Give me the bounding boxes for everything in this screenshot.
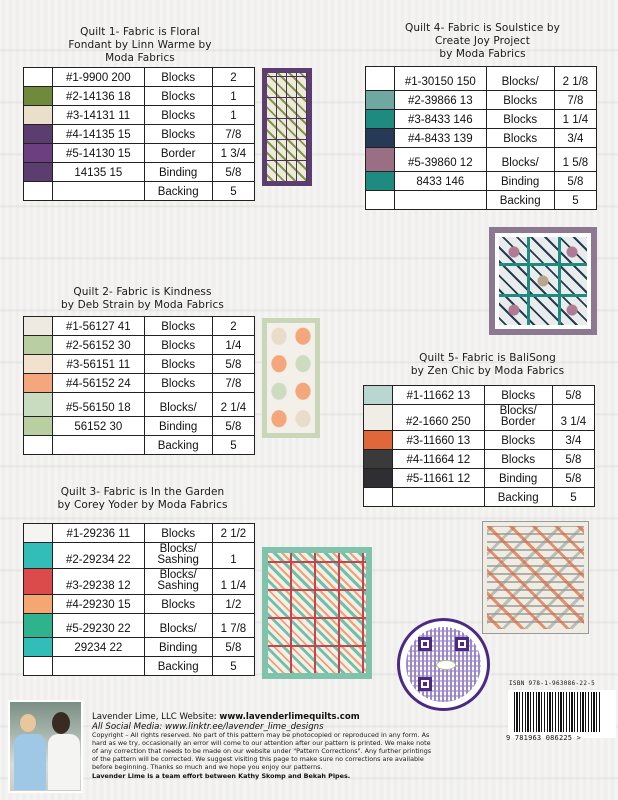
- fabric-yardage: 3/4: [554, 129, 596, 148]
- fabric-number: #3-29238 12: [53, 569, 144, 595]
- qr-center-logo: [436, 660, 456, 670]
- fabric-row: [24, 543, 255, 569]
- team-credit: Lavender Lime is a team effort between Kathy Skomp and Bekah Pipes.: [92, 771, 351, 780]
- barcode-number: 9 781963 086225 >: [506, 734, 582, 742]
- swatch-fill: [24, 163, 52, 181]
- fabric-number: #5-11661 12: [393, 469, 484, 488]
- swatch-fill: [24, 87, 52, 105]
- fabric-number: #1-30150 150: [395, 67, 486, 91]
- fabric-row: [366, 110, 597, 129]
- fabric-use: Blocks: [144, 355, 212, 374]
- swatch-fill: [366, 110, 394, 128]
- fabric-swatch: [364, 450, 393, 469]
- fabric-use: Blocks: [144, 595, 212, 614]
- quilt-5-title: Quilt 5- Fabric is BaliSong by Zen Chic by Moda Fabrics: [410, 352, 565, 377]
- swatch-fill: [24, 524, 52, 542]
- swatch-fill: [364, 431, 392, 449]
- fabric-swatch: [24, 417, 53, 436]
- fabric-swatch: [24, 163, 53, 182]
- fabric-yardage: 5: [212, 436, 254, 455]
- fabric-swatch: [366, 191, 395, 210]
- copyright-notice: Copyright – All rights reserved. No part of this pattern may be photocopied or reproduced in any form. As hard as we try, occasionally an error will come to our attention after our pattern is printed. We make note of any correction that needs to be made on our website under "Pattern Corrections". Any further printings of the pattern will be corrected. We suggest visiting this page to make sure no corrections are available before beginning. Thanks so much and we hope you enjoy our patterns.: [92, 731, 432, 771]
- fabric-yardage: 7/8: [554, 91, 596, 110]
- fabric-swatch: [364, 488, 393, 507]
- fabric-number: [53, 182, 144, 201]
- fabric-number: [53, 657, 144, 676]
- quilt-4-fabric-table: [365, 66, 597, 210]
- quilt-1-title: Quilt 1- Fabric is Floral Fondant by Linn Warme by Moda Fabrics: [68, 26, 212, 64]
- swatch-fill: [24, 638, 52, 656]
- fabric-use: Blocks/ Sashing: [144, 569, 212, 595]
- fabric-yardage: 7/8: [212, 125, 254, 144]
- fabric-swatch: [366, 129, 395, 148]
- fabric-use: Backing: [144, 436, 212, 455]
- fabric-yardage: 1 3/4: [212, 144, 254, 163]
- fabric-yardage: 5: [554, 191, 596, 210]
- fabric-number: #3-11660 13: [393, 431, 484, 450]
- fabric-use: Blocks: [144, 524, 212, 543]
- fabric-use: Blocks: [484, 431, 552, 450]
- fabric-yardage: 2 1/8: [554, 67, 596, 91]
- fabric-yardage: 5/8: [212, 638, 254, 657]
- swatch-fill: [24, 144, 52, 162]
- fabric-row: [366, 191, 597, 210]
- fabric-use: Binding: [486, 172, 554, 191]
- swatch-fill: [24, 317, 52, 335]
- fabric-swatch: [24, 543, 53, 569]
- fabric-number: #2-14136 18: [53, 87, 144, 106]
- fabric-row: [366, 129, 597, 148]
- fabric-use: Backing: [486, 191, 554, 210]
- swatch-fill: [24, 106, 52, 124]
- fabric-row: [24, 144, 255, 163]
- fabric-yardage: 1 1/4: [554, 110, 596, 129]
- website-link[interactable]: www.lavenderlimequilts.com: [219, 712, 360, 722]
- fabric-swatch: [24, 638, 53, 657]
- social-media-link[interactable]: All Social Media: www.linktr.ee/lavender_lime_designs: [92, 722, 324, 732]
- fabric-row: [24, 569, 255, 595]
- quilt-1-fabric-table: [23, 67, 255, 201]
- fabric-yardage: 1 1/4: [212, 569, 254, 595]
- fabric-yardage: 5/8: [212, 163, 254, 182]
- fabric-yardage: 1: [212, 543, 254, 569]
- swatch-fill: [24, 374, 52, 392]
- fabric-row: [366, 148, 597, 172]
- fabric-row: [24, 87, 255, 106]
- fabric-number: #2-56152 30: [53, 336, 144, 355]
- swatch-fill: [364, 386, 392, 404]
- swatch-fill: [364, 450, 392, 468]
- fabric-number: #5-14130 15: [53, 144, 144, 163]
- fabric-number: #5-39860 12: [395, 148, 486, 172]
- fabric-number: #3-14131 11: [53, 106, 144, 125]
- quilt-2-fabric-table: [23, 316, 255, 455]
- quilt-1-image: [262, 68, 312, 186]
- fabric-row: [24, 317, 255, 336]
- fabric-row: [24, 436, 255, 455]
- quilt-4-image: [489, 227, 597, 335]
- fabric-swatch: [24, 374, 53, 393]
- fabric-swatch: [24, 317, 53, 336]
- fabric-number: 29234 22: [53, 638, 144, 657]
- fabric-yardage: 3 1/4: [552, 405, 594, 431]
- fabric-row: [366, 91, 597, 110]
- fabric-use: Blocks/: [144, 393, 212, 417]
- fabric-row: [364, 488, 595, 507]
- swatch-fill: [24, 182, 52, 200]
- swatch-fill: [24, 436, 52, 454]
- fabric-swatch: [24, 569, 53, 595]
- fabric-yardage: 5: [552, 488, 594, 507]
- fabric-row: [24, 417, 255, 436]
- fabric-swatch: [24, 524, 53, 543]
- fabric-use: Blocks: [486, 91, 554, 110]
- fabric-use: Blocks: [144, 106, 212, 125]
- fabric-number: #3-8433 146: [395, 110, 486, 129]
- fabric-swatch: [24, 355, 53, 374]
- fabric-yardage: 2 1/2: [212, 524, 254, 543]
- fabric-swatch: [366, 67, 395, 91]
- fabric-swatch: [366, 148, 395, 172]
- quilt-2-title: Quilt 2- Fabric is Kindness by Deb Strain by Moda Fabrics: [61, 286, 224, 311]
- fabric-row: [24, 393, 255, 417]
- fabric-number: #1-9900 200: [53, 68, 144, 87]
- fabric-use: Binding: [144, 417, 212, 436]
- fabric-use: Blocks: [486, 110, 554, 129]
- fabric-swatch: [364, 386, 393, 405]
- fabric-swatch: [24, 125, 53, 144]
- fabric-swatch: [366, 91, 395, 110]
- fabric-swatch: [24, 393, 53, 417]
- fabric-use: Blocks/: [486, 148, 554, 172]
- fabric-use: Blocks: [144, 125, 212, 144]
- quilt-3-image: [262, 547, 372, 679]
- fabric-use: Blocks: [484, 386, 552, 405]
- swatch-fill: [24, 393, 52, 416]
- fabric-yardage: 5/8: [552, 386, 594, 405]
- fabric-swatch: [366, 110, 395, 129]
- fabric-swatch: [24, 182, 53, 201]
- swatch-fill: [24, 595, 52, 613]
- fabric-number: #4-56152 24: [53, 374, 144, 393]
- fabric-yardage: 5/8: [212, 417, 254, 436]
- fabric-use: Blocks/ Border: [484, 405, 552, 431]
- fabric-row: [24, 355, 255, 374]
- fabric-row: [24, 336, 255, 355]
- fabric-use: Blocks/: [144, 614, 212, 638]
- fabric-number: 56152 30: [53, 417, 144, 436]
- fabric-yardage: 5/8: [554, 172, 596, 191]
- fabric-use: Blocks: [144, 317, 212, 336]
- swatch-fill: [24, 355, 52, 373]
- fabric-number: #4-8433 139: [395, 129, 486, 148]
- fabric-yardage: 1/4: [212, 336, 254, 355]
- fabric-row: [24, 657, 255, 676]
- fabric-yardage: 1 5/8: [554, 148, 596, 172]
- fabric-number: 8433 146: [395, 172, 486, 191]
- swatch-fill: [24, 336, 52, 354]
- swatch-fill: [24, 125, 52, 143]
- fabric-number: 14135 15: [53, 163, 144, 182]
- quilt-5-image: [482, 521, 589, 634]
- footer-text: Lavender Lime, LLC Website: www.lavenderlimequilts.com All Social Media: www.linktr.ee/lavender_lime_designs Copyright – All rights reserved. No part of this pattern may be photocopied or reproduced in any form. As hard as we try, occasionally an error will come to our attention after our pattern is printed. We make note of any correction that needs to be made on our website under "Pattern Corrections". Any further printings of the pattern will be corrected. We suggest visiting this page to make sure no corrections are available before beginning. Thanks so much and we hope you enjoy our patterns. Lavender Lime is a team effort between Kathy Skomp and Bekah Pipes.: [92, 712, 612, 780]
- fabric-yardage: 1: [212, 106, 254, 125]
- fabric-use: Blocks: [144, 374, 212, 393]
- fabric-number: #4-11664 12: [393, 450, 484, 469]
- fabric-number: #5-29230 22: [53, 614, 144, 638]
- quilt-2-image: [262, 318, 320, 438]
- qr-code[interactable]: [397, 618, 490, 711]
- fabric-number: [393, 488, 484, 507]
- fabric-yardage: 2 1/4: [212, 393, 254, 417]
- fabric-yardage: 1: [212, 87, 254, 106]
- fabric-row: [366, 67, 597, 91]
- fabric-row: [24, 595, 255, 614]
- fabric-row: [366, 172, 597, 191]
- fabric-row: [364, 386, 595, 405]
- fabric-row: [364, 405, 595, 431]
- swatch-fill: [364, 405, 392, 430]
- fabric-use: Backing: [484, 488, 552, 507]
- fabric-use: Binding: [144, 638, 212, 657]
- swatch-fill: [366, 91, 394, 109]
- fabric-yardage: 2: [212, 317, 254, 336]
- swatch-fill: [364, 469, 392, 487]
- fabric-swatch: [364, 431, 393, 450]
- fabric-swatch: [366, 172, 395, 191]
- swatch-fill: [24, 569, 52, 594]
- fabric-swatch: [364, 469, 393, 488]
- fabric-swatch: [24, 144, 53, 163]
- fabric-swatch: [24, 336, 53, 355]
- swatch-fill: [24, 543, 52, 568]
- fabric-swatch: [24, 106, 53, 125]
- swatch-fill: [366, 172, 394, 190]
- fabric-number: #4-14135 15: [53, 125, 144, 144]
- fabric-yardage: 7/8: [212, 374, 254, 393]
- quilt-3-title: Quilt 3- Fabric is In the Garden by Corey Yoder by Moda Fabrics: [57, 486, 228, 511]
- fabric-number: #1-56127 41: [53, 317, 144, 336]
- fabric-yardage: 5/8: [552, 469, 594, 488]
- fabric-swatch: [24, 68, 53, 87]
- swatch-fill: [366, 129, 394, 147]
- quilt-5-fabric-table: [363, 385, 595, 507]
- fabric-use: Blocks: [144, 87, 212, 106]
- fabric-row: [24, 524, 255, 543]
- fabric-swatch: [24, 595, 53, 614]
- fabric-number: #3-56151 11: [53, 355, 144, 374]
- fabric-use: Binding: [144, 163, 212, 182]
- fabric-use: Binding: [484, 469, 552, 488]
- swatch-fill: [24, 614, 52, 637]
- fabric-yardage: 5/8: [552, 450, 594, 469]
- fabric-use: Blocks: [144, 68, 212, 87]
- fabric-number: #1-11662 13: [393, 386, 484, 405]
- fabric-number: #4-29230 15: [53, 595, 144, 614]
- fabric-use: Border: [144, 144, 212, 163]
- fabric-number: #2-1660 250: [393, 405, 484, 431]
- fabric-swatch: [24, 436, 53, 455]
- fabric-number: #5-56150 18: [53, 393, 144, 417]
- swatch-fill: [24, 68, 52, 86]
- swatch-fill: [366, 191, 394, 209]
- designers-photo: [8, 700, 83, 793]
- fabric-yardage: 5: [212, 182, 254, 201]
- fabric-number: [53, 436, 144, 455]
- quilt-4-title: Quilt 4- Fabric is Soulstice by Create Joy Project by Moda Fabrics: [405, 22, 560, 60]
- fabric-row: [24, 125, 255, 144]
- fabric-use: Blocks/: [486, 67, 554, 91]
- fabric-row: [24, 638, 255, 657]
- fabric-number: [395, 191, 486, 210]
- fabric-row: [24, 182, 255, 201]
- fabric-row: [364, 469, 595, 488]
- fabric-row: [24, 374, 255, 393]
- fabric-swatch: [364, 405, 393, 431]
- fabric-yardage: 1/2: [212, 595, 254, 614]
- fabric-number: #2-29234 22: [53, 543, 144, 569]
- fabric-row: [24, 614, 255, 638]
- fabric-use: Blocks: [486, 129, 554, 148]
- fabric-use: Backing: [144, 657, 212, 676]
- fabric-row: [364, 450, 595, 469]
- fabric-swatch: [24, 657, 53, 676]
- fabric-row: [24, 68, 255, 87]
- fabric-row: [24, 106, 255, 125]
- swatch-fill: [366, 148, 394, 171]
- isbn-label: ISBN 978-1-963086-22-5: [509, 680, 596, 687]
- fabric-use: Backing: [144, 182, 212, 201]
- swatch-fill: [24, 657, 52, 675]
- fabric-yardage: 5: [212, 657, 254, 676]
- fabric-number: #2-39866 13: [395, 91, 486, 110]
- fabric-swatch: [24, 614, 53, 638]
- swatch-fill: [364, 488, 392, 506]
- swatch-fill: [366, 67, 394, 90]
- fabric-use: Blocks: [484, 450, 552, 469]
- fabric-swatch: [24, 87, 53, 106]
- quilt-3-fabric-table: [23, 523, 255, 676]
- fabric-number: #1-29236 11: [53, 524, 144, 543]
- swatch-fill: [24, 417, 52, 435]
- fabric-yardage: 2: [212, 68, 254, 87]
- fabric-yardage: 5/8: [212, 355, 254, 374]
- fabric-row: [364, 431, 595, 450]
- fabric-row: [24, 163, 255, 182]
- fabric-yardage: 1 7/8: [212, 614, 254, 638]
- fabric-use: Blocks/ Sashing: [144, 543, 212, 569]
- fabric-yardage: 3/4: [552, 431, 594, 450]
- fabric-use: Blocks: [144, 336, 212, 355]
